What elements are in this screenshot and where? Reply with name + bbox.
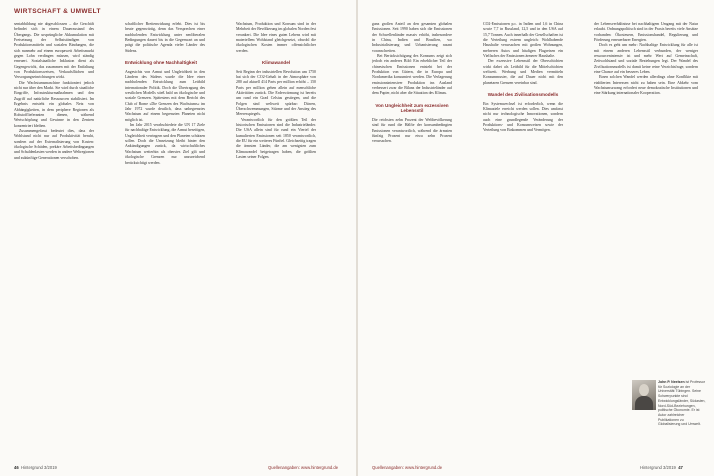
- column-2: [125, 22, 205, 450]
- paragraph: Ein Systemwechsel ist erforderlich, wenn die Klimaziele erreicht werden sollen. Dies umfasst nicht nur technologische Innovationen, sondern auch eine grundlegende Veränderung der Produktions- und Konsumweisen sowie der Verteilung von Einkommen und Vermögen.: [483, 101, 563, 133]
- subheading: Von Ungleichheit zum exzessiven Lebensstil: [375, 102, 449, 114]
- author-photo: [632, 380, 656, 410]
- column-1: [14, 22, 94, 450]
- paragraph: CO2-Emissionen p.c. in Indien und 1,6 in China sowie 7,7 in Russland, 12,5 und in den USA auf 15,7 Tonnen. Auch innerhalb der Gesellschaften ist die Verteilung extrem ungleich: Wohlhabende Haushalte verursachen mit großen Wohnungen, mehreren Autos und häufigen Flugreisen ein Vielfaches der Emissionen ärmerer Haushalte.: [483, 22, 563, 59]
- column-5: [483, 22, 563, 450]
- left-issue: Hintergrund 3/2019: [21, 465, 57, 470]
- paragraph: Angesichts von Armut und Ungleichheit in den Ländern des Südens wurde die Idee einer nachholenden Entwicklung zum Leitbild internationaler Politik. Doch die Übertragung des westlichen Modells stieß bald an ökologische und soziale Grenzen. Spätestens mit dem Bericht des Club of Rome »Die Grenzen des Wachstums« im Jahr 1972 wurde deutlich, dass unbegrenztes Wachstum auf einem begrenzten Planeten nicht möglich ist.: [125, 69, 205, 122]
- paragraph: Der exzessive Lebensstil der Oberschichten wirkt dabei als Leitbild für die Mittelschichten weltweit. Werbung und Medien vermitteln Konsummuster, die auf Dauer nicht mit den planetaren Grenzen vereinbar sind.: [483, 59, 563, 85]
- left-source[interactable]: Quellenangaben: www.hintergrund.de: [268, 465, 339, 470]
- column-6: [594, 22, 698, 374]
- left-page-number: 46: [14, 465, 19, 470]
- paragraph: Zusammengefasst bedeutet dies, dass der Wohlstand nicht nur auf Produktivität beruht, sondern auf der Externalisierung von Kosten: ökologische Schäden, prekäre Arbeitsbedingungen und Schuldenlasten werden in andere Weltregionen und zukünftige Generationen verschoben.: [14, 128, 94, 160]
- subheading: Wandel des Zivilisationsmodells: [487, 92, 559, 98]
- right-issue: Hintergrund 3/2019: [640, 465, 676, 470]
- right-source[interactable]: Quellenangaben: www.hintergrund.de: [372, 465, 443, 470]
- left-source-footer: [268, 465, 338, 470]
- paragraph: schaftlicher Breitenwirkung erlebt. Dies ist bis heute gegenwärtig, denn das Versprechen einer nachholenden Entwicklung unter neoliberalen Bedingungen dauert bis in die Gegenwart an und prägt die politische Agenda vieler Länder des Südens.: [125, 22, 205, 53]
- paragraph: Die Wachstumsmaschine funktioniert jedoch nicht nur über den Markt. Sie wird durch staatliche Eingriffe, Infrastrukturmaßnahmen und den Zugriff auf natürliche Ressourcen stabilisiert. Im Ergebnis entsteht ein globales Netz von Abhängigkeiten, in dem periphere Regionen als Rohstofflieferanten dienen, während Wertschöpfung und Gewinne in den Zentren konzentriert bleiben.: [14, 80, 94, 128]
- paragraph: Seit Beginn der industriellen Revolution um 1750 hat sich der CO2-Gehalt in der Atmosphäre von 280 auf aktuell 414 Parts per million erhöht – 150 Parts per million gehen allein auf menschliche Aktivitäten zurück. Die Erderwärmung ist bereits um rund ein Grad Celsius gestiegen, und die Folgen sind weltweit spürbar: Dürren, Überschwemmungen, Stürme und der Anstieg des Meeresspiegels.: [236, 69, 316, 117]
- subheading: Entwicklung ohne Nachhaltigkeit: [125, 60, 197, 66]
- paragraph: der Lebensverhältnisse bei nachhaltigem Umgang mit der Natur erlaubt. Ordnungspolitisch sind in der Praxis bereits viele Ansätze vorhanden: Ökosteuern, Emissionshandel, Regulierung und Förderung erneuerbarer Energien.: [594, 22, 698, 43]
- author-name: John P. Neelsen: [658, 380, 685, 384]
- paragraph: Einen solchen Wandel werden allerdings ohne Konflikte mit etablierten Interessen nicht zu haben sein. Eine Abkehr vom Wachstumszwang erfordert neue demokratische Institutionen und eine Stärkung internationaler Kooperation.: [594, 75, 698, 96]
- paragraph: Im Jahr 2015 verabschiedete die UN 17 Ziele für nachhaltige Entwicklung, die Armut beseitigen, Ungleichheit verringern und den Planeten schützen sollen. Doch die Umsetzung bleibt hinter den Ankündigungen zurück, da wirtschaftliches Wachstum weiterhin als oberstes Ziel gilt und ökologische Grenzen nur unzureichend berücksichtigt werden.: [125, 123, 205, 165]
- paragraph: Bei Berücksichtigung des Konsums zeigt sich jedoch ein anderes Bild: Ein erheblicher Teil der chinesischen Emissionen entsteht bei der Produktion von Gütern, die in Europa und Nordamerika konsumiert werden. Die Verlagerung emissionsintensiver Produktion ins Ausland verbessert zwar die Bilanz der Industrieländer auf dem Papier, nicht aber die Situation des Klimas.: [372, 54, 452, 96]
- paragraph: Doch es geht um mehr: Nachhaltige Entwicklung für alle ist mit einem anderen Lebensstil verbunden, der weniger ressourcenintensiv ist und mehr Wert auf Gemeinschaft, Zeitwohlstand und soziale Beziehungen legt. Der Wandel des Zivilisationsmodells ist damit keine reine Verzichtsfrage, sondern eine Chance auf ein besseres Leben.: [594, 43, 698, 75]
- left-footer: [14, 465, 57, 470]
- section-header: WIRTSCHAFT & UMWELT: [14, 8, 101, 15]
- right-page-number: 47: [678, 465, 683, 470]
- column-3: [236, 22, 316, 450]
- right-footer: [640, 465, 683, 470]
- right-source-footer: [372, 465, 442, 470]
- paragraph: Verantwortlich für den größten Teil der historischen Emissionen sind die Industrieländer. Die USA allein sind für rund ein Viertel der kumulierten Emissionen seit 1850 verantwortlich, die EU für ein weiteres Fünftel. Gleichzeitig tragen die ärmsten Länder, die am wenigsten zum Klimawandel beigetragen haben, die größten Lasten seiner Folgen.: [236, 117, 316, 160]
- author-box: [632, 380, 706, 460]
- author-bio: [658, 380, 706, 427]
- paragraph: ganz großen Anteil an den gesamten globalen Emissionen. Seit 1990 haben sich die Emissionen der Schwellenländer massiv erhöht, insbesondere in China, Indien und Brasilien, wo Industrialisierung und Urbanisierung rasant voranschreiten.: [372, 22, 452, 53]
- paragraph: sentabbildung nie abgeschlossen – die Geschäft befindet sich in einem Dauerzustand des Übergangs. Die ursprüngliche Akkumulation mit Freisetzung der Selbstständigen von Produktionsmitteln und sozialen Bindungen, die sich nunmehr auf einem europaweit Arbeitsmarkt gegen Lohn verdingen müssen, wird ständig erneuert. Sozialstaatliche Inklusion dient als Gegengewicht, das zusammen mit der Entfaltung von Produktionsweisen, Verkaufsflächen und Versorgungseinrichtungen wirkt.: [14, 22, 94, 80]
- paragraph: Die reichsten zehn Prozent der Weltbevölkerung sind für rund die Hälfte der konsumbedingten Emissionen verantwortlich, während die ärmsten fünfzig Prozent nur etwa zehn Prozent verursachen.: [372, 118, 452, 144]
- column-4: [372, 22, 452, 450]
- paragraph: Wachstum, Produktion und Konsum sind in der Mehrheit der Bevölkerung im globalen Norden fest verankert. Die Idee eines guten Lebens wird mit materiellem Wohlstand gleichgesetzt, obwohl die ökologischen Kosten immer offensichtlicher werden.: [236, 22, 316, 53]
- author-bio-text: ist Professor für Soziologie an der Universität Tübingen. Seine Schwerpunkte sind Entwicklungsländer, Südasien, Nord-Süd-Beziehungen, politische Ökonomie. Er ist Autor zahlreicher Publikationen zu Globalisierung und Umwelt.: [658, 380, 706, 427]
- subheading: Klimawandel: [261, 60, 291, 66]
